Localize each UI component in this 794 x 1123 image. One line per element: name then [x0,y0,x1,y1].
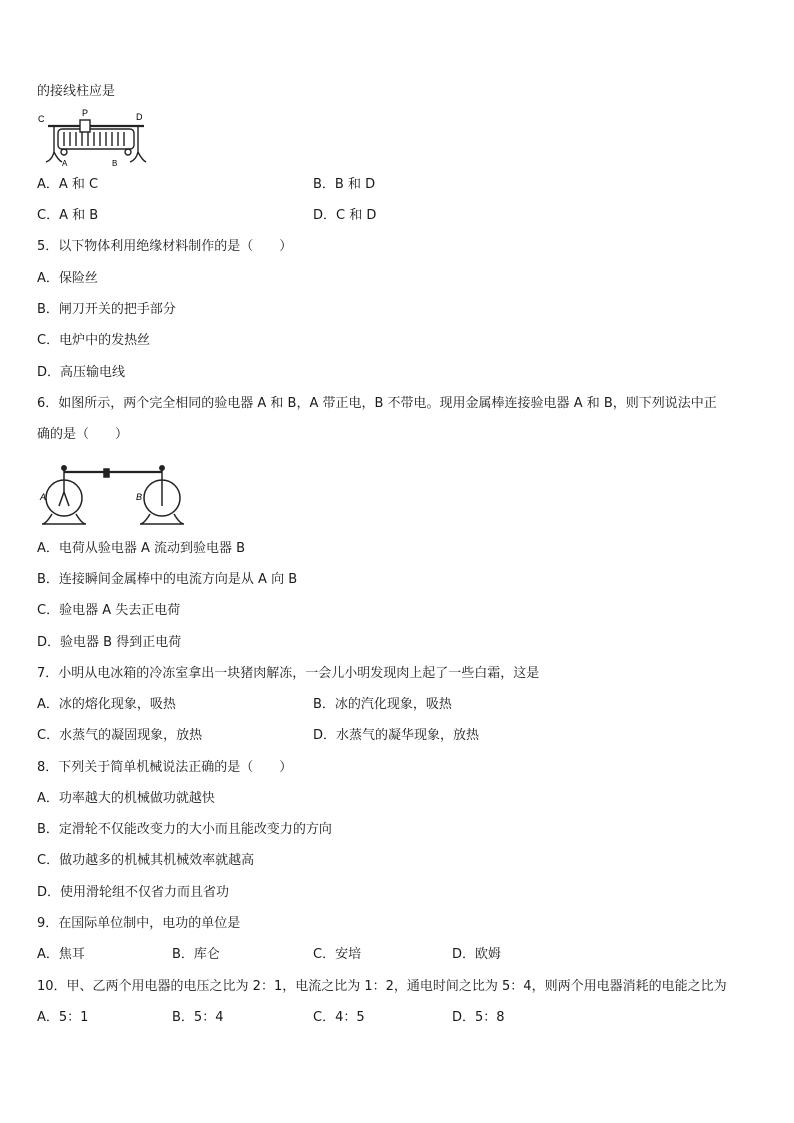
q8-option-c: C．做功越多的机械其机械效率就越高 [37,853,255,868]
q6-option-b: B．连接瞬间金属棒中的电流方向是从 A 向 B [37,572,298,587]
q9-stem: 9．在国际单位制中，电功的单位是 [37,916,241,931]
q8-option-d: D．使用滑轮组不仅省力而且省功 [37,885,230,900]
q5-option-a: A．保险丝 [37,271,98,286]
q9-option-c: C．安培 [313,947,362,962]
q8-option-b: B．定滑轮不仅能改变力的大小而且能改变力的方向 [37,822,332,837]
q6-stem-line2: 确的是（ ） [37,427,129,442]
label-b: B [112,159,118,168]
q9-option-b: B．库仑 [172,947,220,962]
q10-option-b: B．5：4 [172,1010,224,1025]
q10-stem: 10．甲、乙两个用电器的电压之比为 2：1，电流之比为 1：2，通电时间之比为 5：4，则两个用电器消耗的电能之比为 [37,979,727,994]
q6-option-a: A．电荷从验电器 A 流动到验电器 B [37,541,246,556]
q7-option-a: A．冰的熔化现象，吸热 [37,697,176,712]
q4-stem-tail: 的接线柱应是 [37,84,116,99]
q6-option-d: D．验电器 B 得到正电荷 [37,635,182,650]
q5-option-b: B．闸刀开关的把手部分 [37,302,176,317]
q10-option-d: D．5：8 [452,1010,505,1025]
q8-stem: 8．下列关于简单机械说法正确的是（ ） [37,760,293,775]
q5-stem: 5．以下物体利用绝缘材料制作的是（ ） [37,239,293,254]
q4-option-b: B．B 和 D [313,177,376,192]
q4-option-a: A．A 和 C [37,177,99,192]
label-a: A [62,159,68,168]
q10-option-c: C．4：5 [313,1010,365,1025]
q7-option-b: B．冰的汽化现象，吸热 [313,697,452,712]
rheostat-figure [36,108,152,168]
q9-option-d: D．欧姆 [452,947,502,962]
q9-option-a: A．焦耳 [37,947,85,962]
q5-option-d: D．高压输电线 [37,365,126,380]
q4-option-d: D．C 和 D [313,208,377,223]
q7-option-c: C．水蒸气的凝固现象，放热 [37,728,203,743]
q4-option-c: C．A 和 B [37,208,99,223]
q6-option-c: C．验电器 A 失去正电荷 [37,603,181,618]
electroscope-figure [38,462,188,528]
label-a: A [40,492,47,502]
label-p: P [82,108,89,118]
q5-option-c: C．电炉中的发热丝 [37,333,151,348]
label-d: D [136,112,143,122]
q7-option-d: D．水蒸气的凝华现象，放热 [313,728,480,743]
label-c: C [38,114,45,124]
q7-stem: 7．小明从电冰箱的冷冻室拿出一块猪肉解冻，一会儿小明发现肉上起了一些白霜，这是 [37,666,540,681]
q10-option-a: A．5：1 [37,1010,89,1025]
label-b: B [136,492,143,502]
q6-stem-line1: 6．如图所示，两个完全相同的验电器 A 和 B，A 带正电，B 不带电。现用金属棒连接验电器 A 和 B，则下列说法中正 [37,396,717,411]
q8-option-a: A．功率越大的机械做功就越快 [37,791,215,806]
